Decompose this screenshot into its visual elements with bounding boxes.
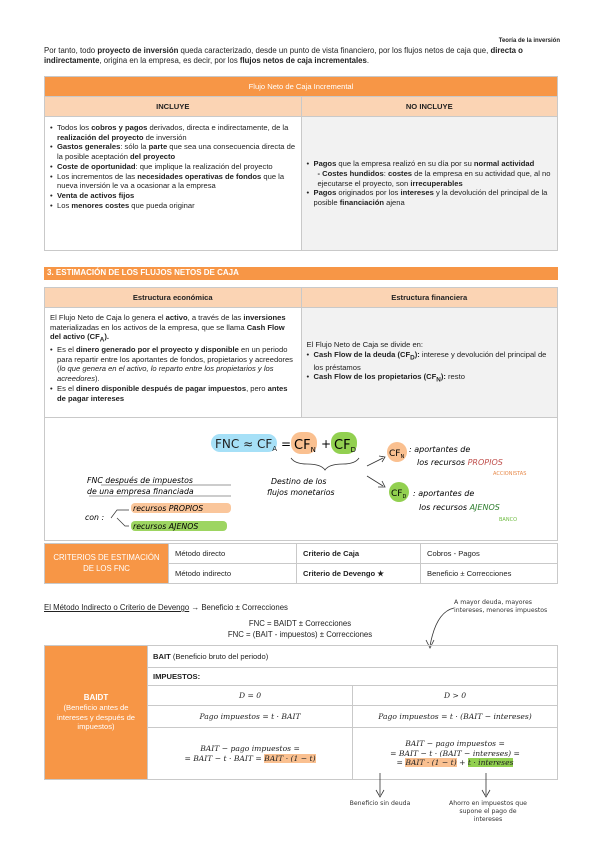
fin-intro: El Flujo Neto de Caja se divide en: <box>306 340 424 350</box>
note-beneficio-sin-deuda: Beneficio sin deuda <box>349 800 411 807</box>
d-positive: D > 0 <box>353 686 558 706</box>
cobros-pagos: Cobros - Pagos <box>421 544 558 564</box>
cfn-note-1: : aportantes de <box>409 445 471 454</box>
plus-sign: + <box>321 437 332 451</box>
cfd-note-1: : aportantes de <box>413 489 475 498</box>
col-no-incluye: NO INCLUYE <box>301 97 558 117</box>
costes-hundidos-subitem: - Costes hundidos: costes de la empresa en su actividad que, al no ejecutarse el proyecto, son irrecuperables <box>317 168 551 188</box>
pago-impuestos-d0: Pago impuestos = t · BAIT <box>148 706 353 728</box>
t-intereses-highlight: t · intereses <box>467 758 514 768</box>
cfn-note-3: ACCIONISTAS <box>493 471 527 477</box>
con-label: con : <box>85 513 105 522</box>
cfd-note-2: los recursos AJENOS <box>419 503 500 512</box>
baidt-label: BAIDT (Beneficio antes de intereses y después de impuestos) <box>45 646 148 780</box>
fnc-note-1: FNC después de impuestos <box>87 476 193 485</box>
cfn-note-2: los recursos PROPIOS <box>417 458 503 467</box>
cfd-label: $CF_D$ <box>334 438 356 454</box>
note-ahorro-impuestos: Ahorro en impuestos que supone el pago de intereses <box>449 800 527 823</box>
equals-sign: = <box>281 437 292 451</box>
bait-1-t-highlight: BAIT · (1 − t) <box>405 758 457 768</box>
metodo-directo: Método directo <box>169 544 297 564</box>
note-mayor-deuda: A mayor deuda, mayores intereses, menores impuestos <box>454 599 548 614</box>
document-header: Teoría de la inversión <box>498 38 560 44</box>
recursos-ajenos: recursos AJENOS <box>133 522 199 531</box>
intro-paragraph: Por tanto, todo proyecto de inversión queda caracterizado, desde un punto de vista financiero, por los flujos netos de caja que, directa o indirectamente, origina en la empresa, es decir, por los flujos netos de caja incrementales. <box>44 46 523 65</box>
cfd-note-3: BANCO <box>499 517 518 523</box>
criterio-devengo: Criterio de Devengo ★ <box>297 564 421 584</box>
formula-2: FNC = (BAIT - impuestos) ± Correcciones <box>227 630 373 639</box>
list-item: • Cash Flow de la deuda $(CF_D)$: interese y devolución del principal de los préstamos <box>307 350 553 372</box>
list-item: • Pagos originados por los intereses y la devolución del principal de la posible financiación ajena <box>307 188 553 207</box>
d-zero: D = 0 <box>148 686 353 706</box>
fnc-table-title: Flujo Neto de Caja Incremental <box>45 77 558 97</box>
criterios-label: CRITERIOS DE ESTIMACIÓN DE LOS FNC <box>45 544 169 584</box>
col-estructura-economica: Estructura económica <box>45 288 302 308</box>
list-item: • Es el dinero disponible después de pagar impuestos, pero antes de pagar intereses <box>50 384 296 403</box>
cfn-label: $CF_N$ <box>294 438 316 454</box>
calc-dpos: BAIT − pago impuestos = = BAIT − t · (BAIT − intereses) = = BAIT · (1 − t) + t · intereses <box>353 728 558 780</box>
criterio-caja: Criterio de Caja <box>297 544 421 564</box>
list-item: • Cash Flow de los propietarios $(CF_N)$: resto <box>307 372 553 385</box>
recursos-propios: recursos PROPIOS <box>133 504 204 513</box>
metodo-indirecto-title: El Método Indirecto o Criterio de Devengo → Beneficio ± Correcciones <box>44 603 288 612</box>
eco-paragraph: El Flujo Neto de Caja lo genera el activo, a través de las inversiones materializadas en los activos de la empresa, que se llama Cash Flow del activo $(CF_A)$. <box>50 313 286 344</box>
list-item: • Pagos que la empresa realizó en su día por su normal actividad - Costes hundidos: costes de la empresa en su actividad que, al no ejecutarse el proyecto, son irrecuperables <box>307 159 553 188</box>
fnc-label: FNC ≈ $CF_A$ <box>215 437 278 453</box>
bait-1-t-highlight: BAIT · (1 − t) <box>264 753 316 763</box>
cfd-circle-label: $CF_D$ <box>391 489 407 500</box>
formula-1: FNC = BAIDT ± Correcciones <box>248 619 352 628</box>
calc-d0: BAIT − pago impuestos = = BAIT − t · BAIT = BAIT · (1 − t) <box>148 728 353 780</box>
destino-text-1: Destino de los <box>271 477 327 486</box>
list-item: • Todos los cobros y pagos derivados, directa e indirectamente, de la realización del proyecto de inversión <box>50 123 296 142</box>
list-item: • Coste de oportunidad: que implique la realización del proyecto <box>50 162 296 172</box>
list-item: • Es el dinero generado por el proyecto y disponible en un periodo para repartir entre los aportantes de fondos, propietarios y acreedores (lo que genera en el activo, lo reparto entre los propietarios y los acreedores). <box>50 345 296 384</box>
list-item: • Los incrementos de las necesidades operativas de fondos que la nueva inversión le va a ocasionar a la empresa <box>50 172 296 191</box>
section-3-title: 3. ESTIMACIÓN DE LOS FLUJOS NETOS DE CAJA <box>44 267 558 280</box>
list-item: • Gastos generales: sólo la parte que sea una consecuencia directa de la posible aceptación del proyecto <box>50 142 296 161</box>
impuestos-row: IMPUESTOS: <box>148 668 558 686</box>
beneficio-correcciones: Beneficio ± Correcciones <box>421 564 558 584</box>
list-item: • Los menores costes que pueda originar <box>50 201 296 211</box>
col-estructura-financiera: Estructura financiera <box>301 288 558 308</box>
list-item: • Venta de activos fijos <box>50 191 296 201</box>
metodo-indirecto: Método indirecto <box>169 564 297 584</box>
bait-row: BAIT (Beneficio bruto del periodo) <box>148 646 558 668</box>
pago-impuestos-dpos: Pago impuestos = t · (BAIT − intereses) <box>353 706 558 728</box>
cfn-circle-label: $CF_N$ <box>389 449 405 460</box>
fnc-note-2: de una empresa financiada <box>87 487 194 496</box>
col-incluye: INCLUYE <box>45 97 302 117</box>
destino-text-2: flujos monetarios <box>267 488 335 497</box>
